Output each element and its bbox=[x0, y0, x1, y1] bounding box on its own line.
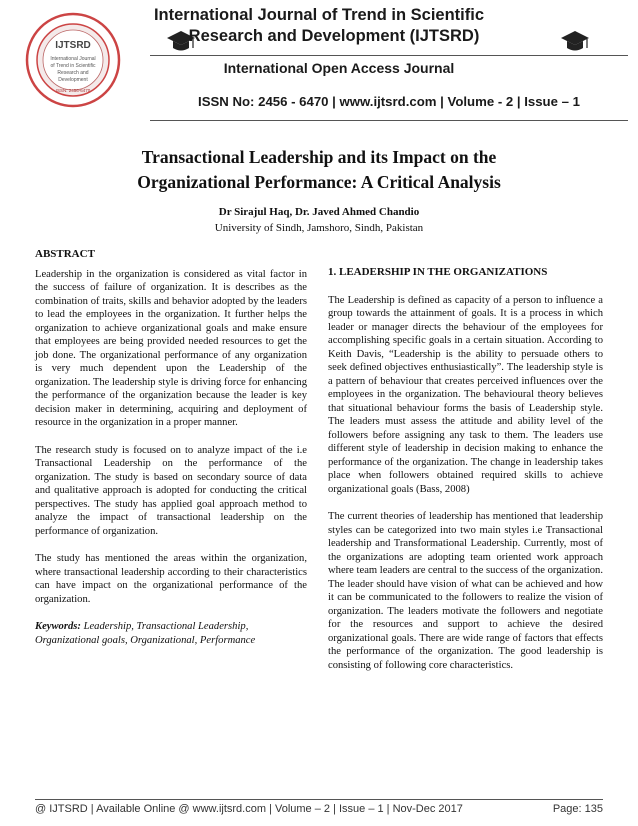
footer-citation: @ IJTSRD | Available Online @ www.ijtsrd.com | Volume – 2 | Issue – 1 | Nov-Dec 2017 bbox=[35, 803, 463, 815]
svg-text:ISSN: 2456-6470: ISSN: 2456-6470 bbox=[55, 88, 91, 93]
header-divider bbox=[150, 55, 628, 56]
section-heading: 1. LEADERSHIP IN THE ORGANIZATIONS bbox=[328, 266, 548, 278]
journal-subtitle: International Open Access Journal bbox=[223, 60, 455, 76]
paper-title bbox=[0, 145, 638, 195]
svg-text:of Trend in Scientific: of Trend in Scientific bbox=[50, 63, 96, 69]
title-line-1: Transactional Leadership and its Impact on the bbox=[141, 147, 497, 167]
section-paragraph: The Leadership is defined as capacity of a person to influence a group towards the attainment of goals. It is a process in which leader or manager directs the behaviour of the employees for accomplishing specific goals in a certain situation. According to Keith Davis, “Leadership is the ability to persuade others to seek defined objectives enthusiastically”. The leadership style is a pattern of behaviour that creates perceived influences over the employees in the organization. The behavioural theory believes that situational behaviour forms the basis of Leadership style. The leaders must assess the attitude and ability level of the followers before assigning any task to them. The leaders use different style of leadership in decision making to enhance the performance of the organization. The change in leadership takes place when followers obtained required skills to achieve organizational goals (Bass, 2008) bbox=[328, 294, 603, 495]
keywords-label: Keywords: bbox=[35, 621, 81, 632]
right-column bbox=[328, 266, 603, 686]
page-footer bbox=[35, 803, 603, 815]
svg-text:International Journal: International Journal bbox=[50, 56, 96, 62]
journal-name-line1: International Journal of Trend in Scientific bbox=[153, 6, 485, 24]
journal-name-line2: Research and Development (IJTSRD) bbox=[188, 27, 480, 45]
affiliation: University of Sindh, Jamshoro, Sindh, Pakistan bbox=[214, 222, 424, 234]
footer-divider bbox=[35, 799, 603, 800]
authors: Dr Sirajul Haq, Dr. Javed Ahmed Chandio bbox=[218, 206, 420, 218]
keywords bbox=[35, 620, 307, 647]
issn-line: ISSN No: 2456 - 6470 | www.ijtsrd.com | Volume - 2 | Issue – 1 bbox=[198, 94, 580, 109]
svg-text:IJTSRD: IJTSRD bbox=[55, 40, 91, 51]
abstract-heading: ABSTRACT bbox=[35, 248, 95, 260]
keywords-text: Leadership, Transactional Leadership, Organizational goals, Organizational, Performance bbox=[35, 621, 256, 646]
abstract-paragraph: The research study is focused on to analyze impact of the i.e Transactional Leadership on the performance of the organization. The study is based on secondary source of data and qualitative approach is adopted for conducting the critical perspectives. The study has applied goal approach method to analyze the impact of transactional leadership on the performance of organization. bbox=[35, 444, 307, 537]
svg-text:Research and: Research and bbox=[57, 70, 89, 76]
svg-text:Development: Development bbox=[58, 77, 88, 83]
section-paragraph: The current theories of leadership has mentioned that leadership styles can be categorized into two main styles i.e Transactional leadership and Transformational Leadership. Currently, most of the organizations are adopting team oriented work approach where team leaders are central to the success of the organization. The leader should have vision of what can be achieved and how it can be communicated to the followers to realize the vision of organization. The leaders motivate the followers and negotiate for the resources and support to achieve the desired organizational goals. There are wide range of factors that effects the performance of the organization. The good leadership is consisting of following core characteristics. bbox=[328, 511, 603, 671]
abstract-paragraph: The study has mentioned the areas within the organization, where transactional leadership according to their characteristics can have impact on the organizational performance of the organization. bbox=[35, 553, 307, 605]
abstract-paragraph: Leadership in the organization is considered as vital factor in the success of failure of organization. It is describes as the combination of traits, skills and behavior adopted by the leaders to lead the employees in the organization. It further helps the organization to achieve organizational goals and make ensure that employees are being provided needed resources to get the job done. The organizational performance of any organization is very much dependent upon the Leadership of the organization. The leadership style is driving force for enhancing the performance of the organization because the leader is key decision maker in determining, acquiring and deployment of resource in the organization in a proper manner. bbox=[35, 268, 307, 428]
header-divider bbox=[150, 120, 628, 121]
left-column bbox=[35, 248, 307, 661]
title-line-2: Organizational Performance: A Critical Analysis bbox=[137, 172, 501, 192]
page-number: Page: 135 bbox=[552, 803, 603, 815]
